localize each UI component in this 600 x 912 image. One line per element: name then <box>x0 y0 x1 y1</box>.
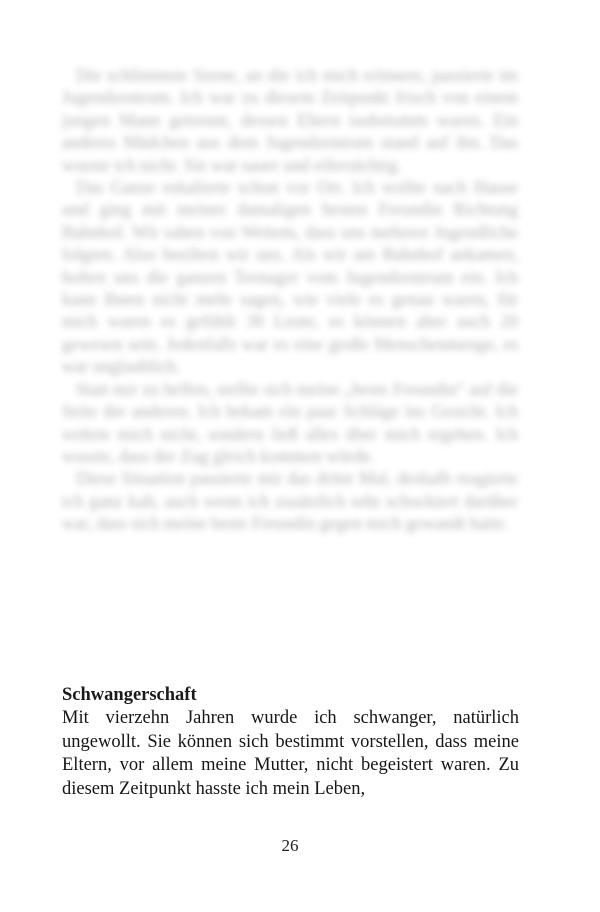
blurred-text-block <box>62 64 518 535</box>
section-heading: Schwangerschaft <box>62 685 197 705</box>
blurred-paragraph: Das Ganze eskalierte schon vor Ort. Ich wollte nach Hause und ging mit meiner damaligen besten Freundin Richtung Bahnhof. Wir sahen von Weitem, dass uns mehrere Jugendliche folgten. Also beeilten wir uns. Als wir am Bahnhof ankamen, holten uns die ganzen Teenager vom Jugendzentrum ein. Ich kann Ihnen nicht mehr sagen, wie viele es genau waren, für mich waren es gefühlt 30 Leute, es können aber auch 20 gewesen sein. Jedenfalls war es eine große Menschenmenge, es war unglaublich. <box>62 177 518 377</box>
page-number: 26 <box>281 836 299 855</box>
blurred-paragraph: Statt mir zu helfen, stellte sich meine „beste Freundin“ auf die Seite der anderen. Ich bekam ein paar Schläge ins Gesicht. Ich wehrte mich nicht, sondern ließ alles über mich ergehen. Ich wusste, dass der Zug gleich kommen würde. <box>62 378 518 466</box>
body-paragraph: Mit vierzehn Jahren wurde ich schwanger, natürlich ungewollt. Sie können sich bestimmt vorstellen, dass meine Eltern, vor allem meine Mutter, nicht begeistert waren. Zu diesem Zeitpunkt hasste ich mein Leben, <box>62 708 519 799</box>
blurred-paragraph: Die schlimmste Szene, an die ich mich erinnere, passierte im Jugendzentrum. Ich war zu diesem Zeitpunkt frisch von einem jungen Mann getrennt, dessen Eltern taubstumm waren. Ein anderes Mädchen aus dem Jugendzentrum stand auf ihn. Das wusste ich nicht. Sie war sauer und eifersüchtig. <box>62 65 518 175</box>
blurred-paragraph: Diese Situation passierte mir das dritte Mal, deshalb reagierte ich ganz kalt, auch wenn ich zusätzlich sehr schockiert darüber war, dass sich meine beste Freundin gegen mich gewandt hatte. <box>62 468 518 534</box>
